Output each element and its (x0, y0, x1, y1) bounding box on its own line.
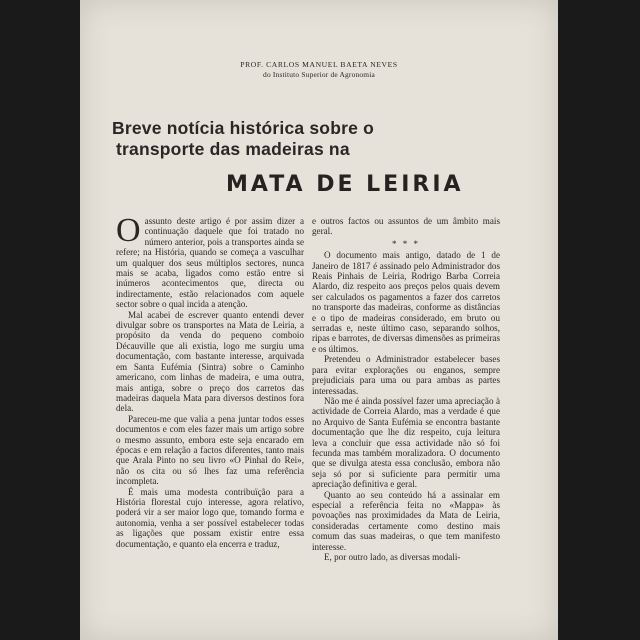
paragraph: assunto deste artigo é por assim dizer a continuação daquele que foi tratado no número anterior, pois a transportes ainda se refere; na História, quando se começa a vasculhar um qualquer dos seus múltiplos sectores, nunca mais se acaba, ligados como estão entre si inúmeros acontecimentos que, directa ou indirectamente, estão relacionados com aquele sector sobre o qual incida a atenção. (116, 216, 304, 310)
paragraph: Pretendeu o Administrador estabelecer bases para evitar explorações ou enganos, sempre prejudiciais para uma ou para ambas as partes interessadas. (312, 354, 500, 396)
section-separator: * * * (392, 238, 420, 249)
paragraph: E, por outro lado, as diversas modali- (324, 552, 461, 562)
paragraph: Não me é ainda possível fazer uma apreciação à actividade de Correia Alardo, mas a verdade é que no Arquivo de Santa Eufémia se encontra bastante documentação que lhe diz respeito, cuja leitura leva a concluir que essa actividade não só foi fecunda mas também moralizadora. O documento que se divulga atesta essa conclusão, embora não seja só por si suficiente para permitir uma apreciação definitiva e geral. (312, 395, 500, 490)
right-column (312, 216, 500, 562)
article-title (112, 118, 532, 160)
title-line-2: transporte das madeiras na (116, 139, 350, 159)
paragraph: Mal acabei de escrever quanto entendi dever divulgar sobre os transportes na Mata de Leiria, a propósito da venda do pequeno comboio Décauville que ali existia, logo me surgiu uma documentação, com bastante interesse, arquivada em Santa Eufémia (Sintra) sobre o Caminho americano, com linhas de madeira, e uma outra, mais antiga, sobre o preço dos carretos das madeiras daquela Mata para diversos destinos fora dela. (116, 309, 304, 414)
drop-cap: O (116, 212, 141, 249)
document-page (80, 0, 558, 640)
author-institution: do Instituto Superior de Agronomia (263, 70, 375, 79)
left-column (116, 212, 304, 549)
paragraph-continued: e outros factos ou assuntos de um âmbito mais geral. (312, 216, 500, 237)
paragraph: É mais uma modesta contribuïção para a História florestal cujo interesse, agora relativo, poderá vir a ser maior logo que, tomando forma e autonomia, venha a ser possível estabelecer todas as ligações que possam existir entre essa documentação, e quanto ela encerra e traduz, (116, 486, 304, 549)
title-line-3: MATA DE LEIRIA (226, 172, 464, 197)
paragraph: Pareceu-me que valia a pena juntar todos esses documentos e com eles fazer mais um artigo sobre o mesmo assunto, embora este seja encarado em épocas e em relação a factos diferentes, tanto mais que Arala Pinto no seu livro «O Pinhal do Rei», não os cita ou só lhes faz uma referência incompleta. (116, 413, 304, 487)
author-name: PROF. CARLOS MANUEL BAETA NEVES (240, 60, 398, 69)
paragraph: O documento mais antigo, datado de 1 de Janeiro de 1817 é assinado pelo Administrador dos Reais Pinhais de Leiria, Rodrigo Barba Correia Alardo, diz respeito aos preços pelos quais devem ser calculados os pagamentos a fazer dos carretos no transporte das madeiras, conforme as distâncias e o tipo de madeiras considerado, em bruto ou serradas e, neste último caso, separando solhos, ripas e barrotes, de diversas dimensões as primeiras e os últimos. (312, 250, 500, 354)
paragraph: Quanto ao seu conteúdo há a assinalar em especial a referência feita no «Mappa» às povoações nas proximidades da Mata de Leiria, consideradas certamente como destino mais comum das suas madeiras, o que tem manifesto interesse. (312, 489, 500, 552)
title-line-1: Breve notícia histórica sobre o (112, 118, 374, 138)
author-byline (80, 60, 558, 80)
